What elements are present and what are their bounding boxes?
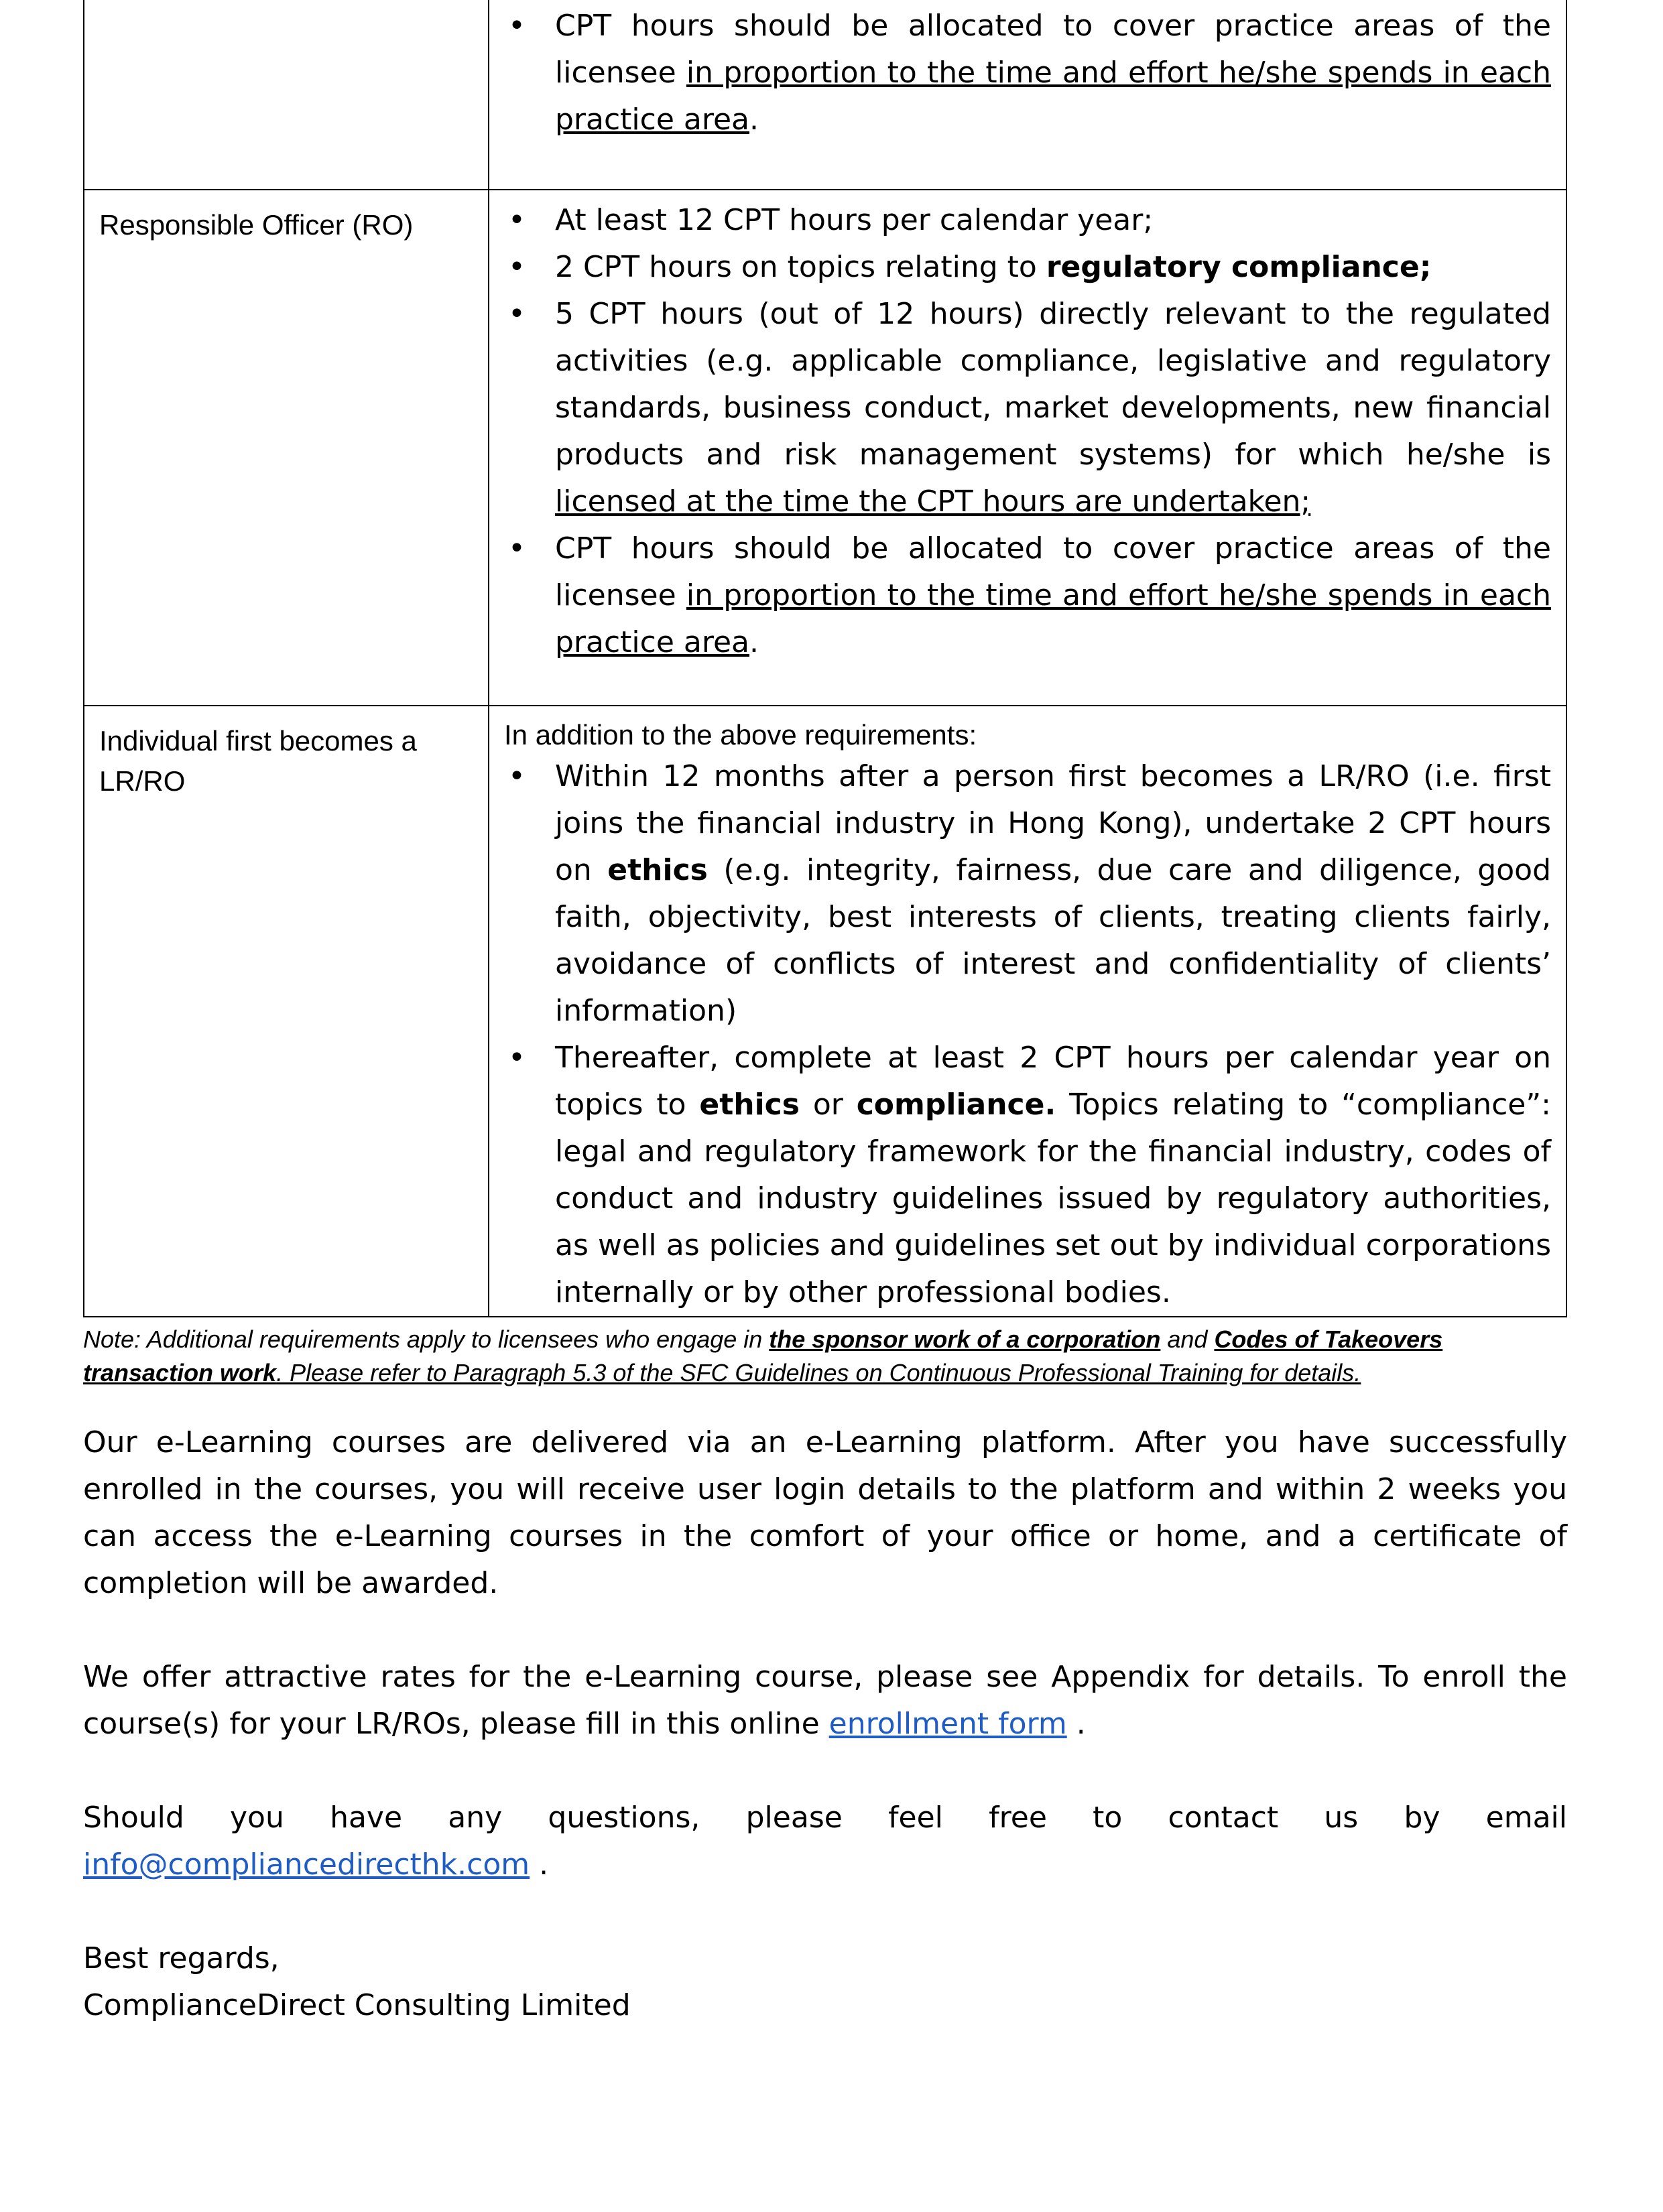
paragraph-contact: Should you have any questions, please feel free to contact us by email info@compliancedirecthk.com . bbox=[83, 1801, 1567, 1882]
paragraph-elearning: Our e-Learning courses are delivered via an e-Learning platform. After you have successfully enrolled in the courses, you will receive user login details to the platform and within 2 weeks you can access the e-Learning courses in the comfort of your office or home, and a certificate of completion will be awarded. bbox=[83, 1425, 1567, 1600]
list-item: • Thereafter, complete at least 2 CPT hours per calendar year on topics to ethics or compliance. Topics relating to “compliance”: legal and regulatory framework for the financial industry, codes of conduct and industry guidelines issued by regulatory authorities, as well as policies and guidelines set out by individual corporations internally or by other professional bodies. bbox=[504, 1035, 1551, 1316]
company-name: ComplianceDirect Consulting Limited bbox=[83, 1988, 631, 2022]
requirements-list bbox=[504, 3, 1551, 143]
closing-text: Best regards, bbox=[83, 1941, 280, 1975]
bullet-icon: • bbox=[508, 1041, 526, 1075]
list-item: • 5 CPT hours (out of 12 hours) directly relevant to the regulated activities (e.g. applicable compliance, legislative and regulatory standards, business conduct, market developments, new financial products and risk management systems) for which he/she is licensed at the time the CPT hours are undertaken; bbox=[504, 291, 1551, 525]
requirements-cell bbox=[489, 706, 1566, 1317]
list-item: • 2 CPT hours on topics relating to regulatory compliance; bbox=[504, 244, 1551, 291]
bullet-icon: • bbox=[508, 759, 526, 793]
requirements-list bbox=[504, 753, 1551, 1316]
requirements-cell bbox=[489, 0, 1566, 190]
table-row bbox=[84, 706, 1566, 1317]
role-cell-new-lr-ro: Individual first becomes a LR/RO bbox=[84, 706, 489, 1317]
document-page bbox=[83, 0, 1567, 2029]
table-row bbox=[84, 0, 1566, 190]
cpt-requirements-table bbox=[83, 0, 1567, 1317]
bullet-icon: • bbox=[508, 203, 526, 237]
list-item: • At least 12 CPT hours per calendar year; bbox=[504, 197, 1551, 244]
requirements-cell bbox=[489, 190, 1566, 706]
email-link[interactable]: info@compliancedirecthk.com bbox=[83, 1847, 530, 1882]
bullet-icon: • bbox=[508, 531, 526, 566]
paragraph-rates: We offer attractive rates for the e-Learning course, please see Appendix for details. To enroll the course(s) for your LR/ROs, please fill in this online enrollment form . bbox=[83, 1660, 1567, 1741]
enrollment-form-link[interactable]: enrollment form bbox=[828, 1707, 1067, 1741]
role-cell bbox=[84, 0, 489, 190]
bullet-icon: • bbox=[508, 297, 526, 331]
role-cell-ro: Responsible Officer (RO) bbox=[84, 190, 489, 706]
bullet-icon: • bbox=[508, 9, 526, 43]
requirements-list bbox=[504, 197, 1551, 666]
list-item: • CPT hours should be allocated to cover practice areas of the licensee in proportion to the time and effort he/she spends in each practice area. bbox=[504, 525, 1551, 666]
bullet-icon: • bbox=[508, 250, 526, 284]
lead-text: In addition to the above requirements: bbox=[504, 719, 977, 751]
table-row bbox=[84, 190, 1566, 706]
list-item: • CPT hours should be allocated to cover practice areas of the licensee in proportion to the time and effort he/she spends in each practice area. bbox=[504, 3, 1551, 143]
list-item: • Within 12 months after a person first becomes a LR/RO (i.e. first joins the financial industry in Hong Kong), undertake 2 CPT hours on ethics (e.g. integrity, fairness, due care and diligence, good faith, objectivity, best interests of clients, treating clients fairly, avoidance of conflicts of interest and confidentiality of clients’ information) bbox=[504, 753, 1551, 1035]
table-note: Note: Additional requirements apply to licensees who engage in the sponsor work of a corporation and Codes of Takeovers transaction work. Please refer to Paragraph 5.3 of the SFC Guidelines on Continuous Professional Training for details. bbox=[83, 1325, 1443, 1386]
